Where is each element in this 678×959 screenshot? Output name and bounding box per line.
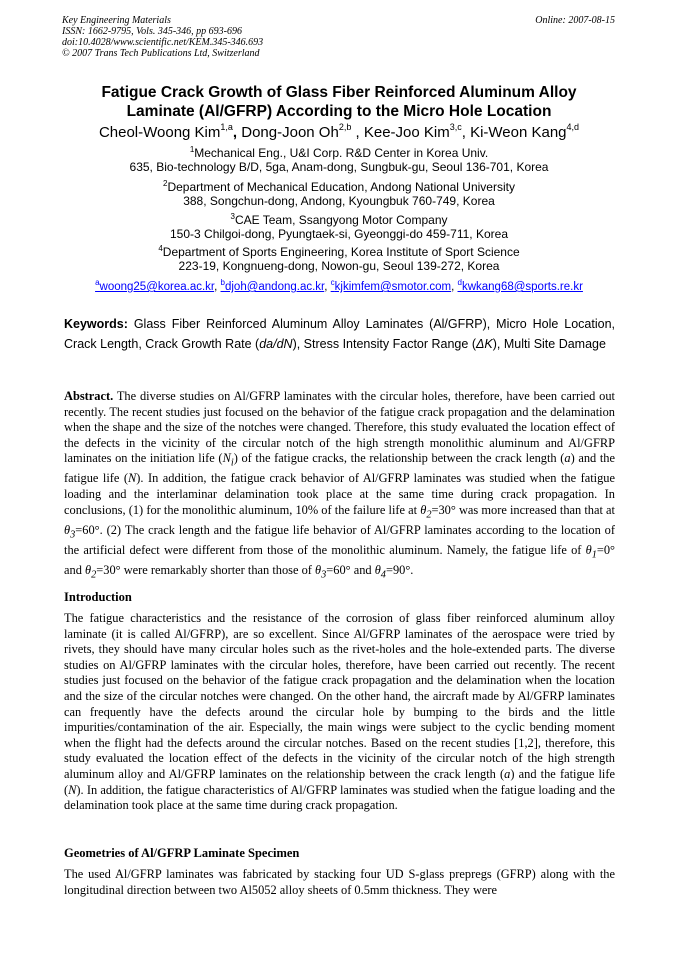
math-symbol: θ	[585, 542, 592, 557]
math-symbol: N	[128, 471, 137, 486]
abstract-text: =60°. (2) The crack length and the fatigue life behavior of Al/GFRP laminates according to the location of the artificial defect were different from those of the monolithic aluminum. Namely, the fatigue life of	[64, 522, 615, 557]
email-link[interactable]	[330, 278, 452, 293]
affiliation-name: Department of Sports Engineering, Korea Institute of Sport Science	[162, 245, 520, 259]
math-symbol: N	[222, 451, 231, 466]
email-separator: ,	[324, 281, 331, 293]
affiliation-address: 223-19, Kongnueng-dong, Nowon-gu, Seoul 139-272, Korea	[178, 259, 500, 273]
author-name: Ki-Weon Kang	[470, 124, 567, 141]
math-symbol: a	[504, 766, 511, 781]
keywords-italic: da/dN	[259, 337, 293, 351]
math-subscript: 1	[591, 549, 597, 561]
affiliation-mark: 2	[163, 179, 168, 188]
affiliation-mark: 4	[158, 244, 163, 253]
keywords-text: ), Multi Site Damage	[492, 337, 606, 351]
author-affiliation-mark: 2,b	[338, 122, 352, 132]
email-mark: c	[330, 278, 335, 287]
affiliation-4	[40, 245, 638, 273]
abstract-text: =60° and	[326, 562, 375, 577]
section-heading-introduction: Introduction	[64, 590, 132, 604]
email-address: kjkimfem@smotor.com	[334, 281, 452, 293]
author-separator: ,	[232, 124, 242, 141]
body-text: ). In addition, the fatigue characteristics of Al/GFRP laminates was studied when the fatigue loading and the delamination took place at the same time during crack propagation.	[64, 782, 615, 813]
math-symbol: a	[564, 451, 571, 466]
math-symbol: θ	[420, 502, 427, 517]
email-link[interactable]	[220, 278, 325, 293]
body-text: ) and the fatigue life (	[64, 766, 615, 797]
issn-line: ISSN: 1662-9795, Vols. 345-346, pp 693-696	[62, 26, 242, 37]
email-mark: d	[457, 278, 462, 287]
abstract-text: =30° were remarkably shorter than those of	[96, 562, 315, 577]
math-symbol: N	[68, 782, 77, 797]
doi-line: doi:10.4028/www.scientific.net/KEM.345-346.693	[62, 37, 264, 48]
keywords-text: ), Stress Intensity Factor Range (	[292, 337, 476, 351]
affiliation-mark: 3	[230, 212, 235, 221]
affiliation-1	[40, 146, 638, 174]
affiliation-2	[40, 180, 638, 208]
abstract-text: ) of the fatigue cracks, the relationship between the crack length (	[233, 451, 565, 466]
email-mark: a	[95, 278, 100, 287]
author-emails	[40, 280, 638, 294]
keywords-text: Glass Fiber Reinforced Aluminum Alloy Laminates (Al/GFRP), Micro Hole Location, Crack Length, Crack Growth Rate (	[64, 317, 615, 351]
affiliation-name: Mechanical Eng., U&I Corp. R&D Center in Korea Univ.	[194, 146, 489, 160]
keywords-italic: ΔK	[475, 337, 493, 351]
keywords-block	[64, 314, 615, 354]
email-link[interactable]	[95, 278, 215, 293]
math-symbol: θ	[374, 562, 381, 577]
author-list	[40, 124, 638, 142]
math-symbol: θ	[85, 562, 92, 577]
math-symbol: θ	[315, 562, 322, 577]
email-address: djoh@andong.ac.kr	[224, 281, 325, 293]
author-separator: ,	[351, 124, 364, 141]
email-mark: b	[220, 278, 225, 287]
abstract-paragraph	[64, 389, 615, 583]
abstract-text: =30° was more increased than that at	[431, 502, 615, 517]
keywords-label: Keywords:	[64, 317, 128, 331]
abstract-text: ). In addition, the fatigue crack behavior of Al/GFRP laminates was studied when the fatigue loading and the interlaminar delamination took place at the same time during crack propagation. In conclusions, (1) for the monolithic aluminum, 10% of the failure life at	[64, 471, 615, 517]
title-line-1: Fatigue Crack Growth of Glass Fiber Reinforced Aluminum Alloy	[101, 84, 577, 101]
math-subscript: 2	[91, 569, 97, 581]
author-name: Dong-Joon Oh	[241, 124, 339, 141]
math-subscript: 3	[321, 569, 327, 581]
email-separator: ,	[451, 281, 458, 293]
author-name: Cheol-Woong Kim	[98, 124, 221, 141]
abstract-text: ) and the fatigue life (	[64, 451, 615, 486]
affiliation-mark: 1	[189, 145, 195, 154]
author-name: Kee-Joo Kim	[363, 124, 450, 141]
abstract-text: The diverse studies on Al/GFRP laminates with the circular holes, therefore, have been carried out recently. The recent studies just focused on the behavior of the fatigue crack propagation and the delamination when the shape and the size of the notches were changed. Therefore, this study evaluated the location effect of the defects in the vicinity of the circular notch of the high strength monolithic aluminum and Al/GFRP laminates on the initiation life (	[64, 389, 615, 466]
email-link[interactable]	[457, 278, 583, 293]
author-affiliation-mark: 1,a	[220, 122, 233, 132]
affiliation-address: 635, Bio-technology B/D, 5ga, Anam-dong, Sungbuk-gu, Seoul 136-701, Korea	[129, 160, 549, 174]
paper-title	[62, 83, 616, 121]
email-address: kwkang68@sports.re.kr	[461, 281, 583, 293]
math-subscript: 3	[70, 529, 76, 541]
section-heading-geometries: Geometries of Al/GFRP Laminate Specimen	[64, 846, 300, 860]
affiliation-address: 388, Songchun-dong, Andong, Kyoungbuk 760-749, Korea	[183, 194, 495, 208]
email-separator: ,	[214, 281, 221, 293]
affiliation-3	[40, 213, 638, 241]
affiliation-name: CAE Team, Ssangyong Motor Company	[234, 213, 448, 227]
journal-header	[62, 15, 263, 59]
math-subscript: i	[230, 457, 234, 469]
author-affiliation-mark: 4,d	[566, 122, 580, 132]
journal-name: Key Engineering Materials	[62, 15, 171, 26]
abstract-text: =0° and	[64, 542, 615, 577]
online-date: Online: 2007-08-15	[535, 15, 615, 26]
geometries-paragraph: The used Al/GFRP laminates was fabricated by stacking four UD S-glass prepregs (GFRP) along with the longitudinal direction between two Al5052 alloy sheets of 0.5mm thickness. They were	[64, 867, 615, 897]
math-symbol: θ	[64, 522, 71, 537]
abstract-label: Abstract.	[64, 389, 114, 403]
title-line-2: Laminate (Al/GFRP) According to the Micro Hole Location	[126, 103, 552, 120]
math-subscript: 2	[426, 509, 432, 521]
email-address: woong25@korea.ac.kr	[99, 281, 215, 293]
copyright-line: © 2007 Trans Tech Publications Ltd, Switzerland	[62, 48, 260, 59]
introduction-paragraph	[64, 611, 615, 814]
author-separator: ,	[461, 124, 471, 141]
math-subscript: 4	[380, 569, 386, 581]
affiliation-name: Department of Mechanical Education, Andong National University	[167, 180, 515, 194]
body-text: The fatigue characteristics and the resistance of the corrosion of glass fiber reinforced aluminum alloy laminate (it is called Al/GFRP), are so excellent. Since Al/GFRP laminates of the aerospace were tried by rivets, they should have many circular holes such as the rivet-holes and the hole-extended parts. The diverse studies on Al/GFRP laminates with the circular holes, therefore, have been carried out recently. The recent studies just focused on the behavior of the fatigue crack propagation and the delamination when the location and the size of the circular notches were changed. On the other hand, the aircraft made by Al/GFRP laminates can frequently have the defects around the circular hole by bumping to the birds and the little impurities/contamination of the air. Especially, the main wings were subject to the cyclic bending moment when the flight had the defects around the circular notches. Based on the recent studies [1,2], therefore, this study evaluated the location effect of the defects in the vicinity of the circular notch of the high strength aluminum alloy and Al/GFRP laminates on the relationship between the crack length (	[64, 611, 615, 781]
abstract-text: =90°.	[385, 562, 414, 577]
author-affiliation-mark: 3,c	[449, 122, 462, 132]
affiliation-address: 150-3 Chilgoi-dong, Pyungtaek-si, Gyeonggi-do 459-711, Korea	[170, 227, 508, 241]
